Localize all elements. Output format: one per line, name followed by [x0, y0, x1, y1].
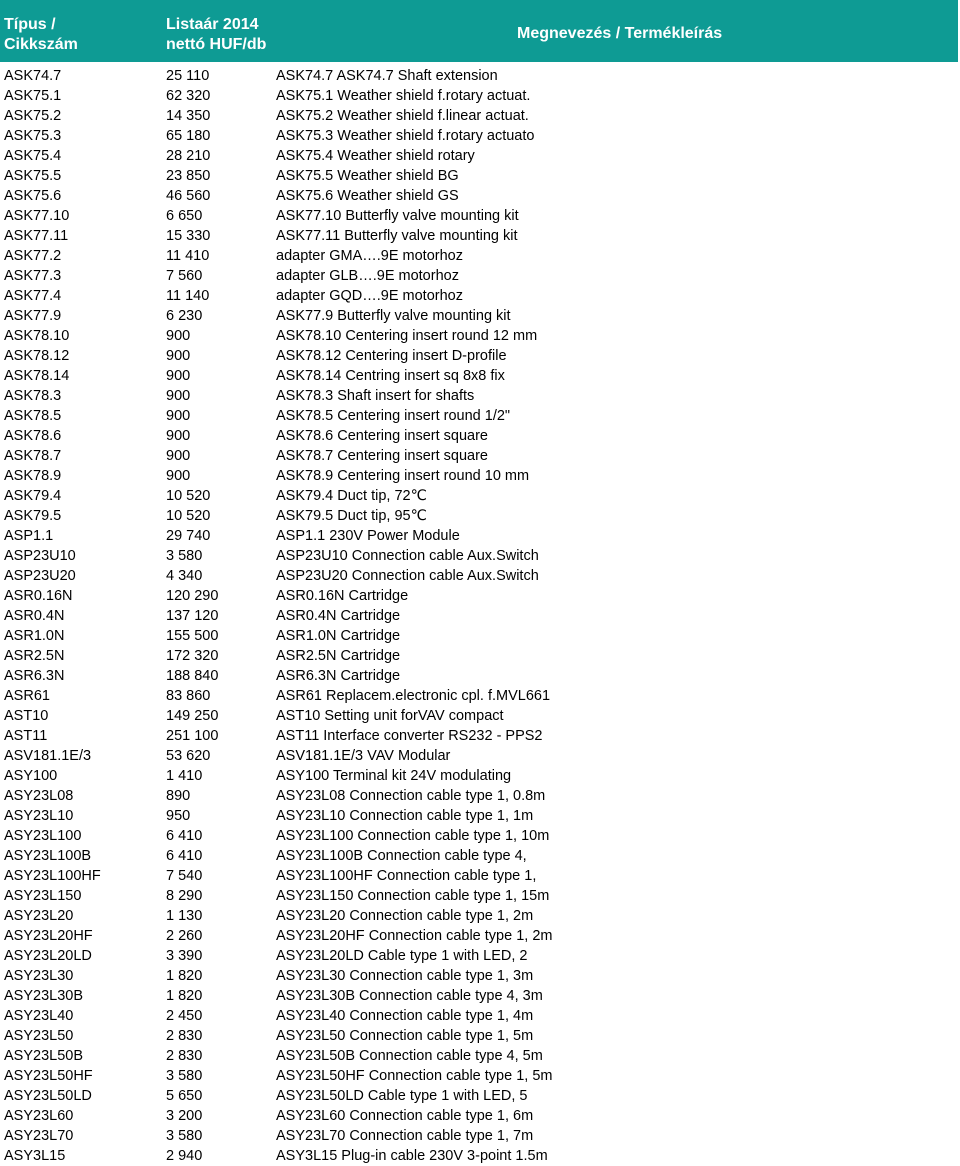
description-cell: ASY23L30 Connection cable type 1, 3m: [276, 968, 534, 984]
description-cell: adapter GQD….9E motorhoz: [276, 288, 463, 304]
price-cell: 65 180: [166, 128, 211, 144]
table-row: [0, 946, 960, 966]
price-cell: 46 560: [166, 188, 211, 204]
product-code-cell: ASY23L50: [4, 1028, 74, 1044]
price-cell: 7 560: [166, 268, 203, 284]
price-cell: 3 580: [166, 1128, 203, 1144]
description-cell: AST11 Interface converter RS232 - PPS2: [276, 728, 543, 744]
description-cell: ASR61 Replacem.electronic cpl. f.MVL661: [276, 688, 551, 704]
product-code-cell: ASY23L100B: [4, 848, 92, 864]
table-row: [0, 86, 960, 106]
product-code-cell: ASV181.1E/3: [4, 748, 92, 764]
table-row: [0, 406, 960, 426]
header-price-line2: nettó HUF/db: [166, 36, 267, 53]
table-row: [0, 1006, 960, 1026]
table-row: [0, 486, 960, 506]
price-cell: 900: [166, 408, 191, 424]
product-code-cell: ASY3L15: [4, 1148, 66, 1164]
description-cell: adapter GMA….9E motorhoz: [276, 248, 463, 264]
description-cell: ASP1.1 230V Power Module: [276, 528, 460, 544]
price-cell: 900: [166, 388, 191, 404]
table-row: [0, 646, 960, 666]
product-code-cell: ASY23L150: [4, 888, 82, 904]
product-code-cell: ASK75.3: [4, 128, 62, 144]
price-cell: 950: [166, 808, 191, 824]
description-cell: ASK78.14 Centring insert sq 8x8 fix: [276, 368, 505, 384]
table-row: [0, 606, 960, 626]
product-code-cell: ASK75.5: [4, 168, 62, 184]
product-code-cell: ASK77.3: [4, 268, 62, 284]
description-cell: ASV181.1E/3 VAV Modular: [276, 748, 451, 764]
table-row: [0, 66, 960, 86]
table-row: [0, 706, 960, 726]
table-row: [0, 466, 960, 486]
product-code-cell: ASK79.5: [4, 508, 62, 524]
product-code-cell: ASP23U10: [4, 548, 76, 564]
price-cell: 29 740: [166, 528, 211, 544]
description-cell: ASK77.9 Butterfly valve mounting kit: [276, 308, 511, 324]
description-cell: ASK77.11 Butterfly valve mounting kit: [276, 228, 518, 244]
price-cell: 10 520: [166, 488, 211, 504]
product-code-cell: ASK78.6: [4, 428, 62, 444]
price-cell: 1 130: [166, 908, 203, 924]
product-code-cell: ASY23L100HF: [4, 868, 101, 884]
product-code-cell: ASY23L50LD: [4, 1088, 92, 1104]
description-cell: ASK78.9 Centering insert round 10 mm: [276, 468, 530, 484]
product-code-cell: ASK75.1: [4, 88, 62, 104]
price-cell: 6 650: [166, 208, 203, 224]
price-cell: 3 580: [166, 548, 203, 564]
description-cell: ASY23L30B Connection cable type 4, 3m: [276, 988, 543, 1004]
price-cell: 11 140: [166, 288, 210, 304]
price-cell: 155 500: [166, 628, 219, 644]
product-code-cell: ASK78.3: [4, 388, 62, 404]
table-row: [0, 1086, 960, 1106]
price-cell: 149 250: [166, 708, 219, 724]
table-row: [0, 746, 960, 766]
table-row: [0, 1126, 960, 1146]
description-cell: ASY23L50LD Cable type 1 with LED, 5: [276, 1088, 528, 1104]
price-cell: 1 820: [166, 968, 203, 984]
table-row: [0, 346, 960, 366]
product-code-cell: ASR1.0N: [4, 628, 65, 644]
product-code-cell: ASY23L20LD: [4, 948, 92, 964]
table-row: [0, 226, 960, 246]
table-row: [0, 906, 960, 926]
description-cell: ASK79.5 Duct tip, 95℃: [276, 508, 427, 524]
product-code-cell: ASP1.1: [4, 528, 54, 544]
product-code-cell: ASK74.7: [4, 68, 62, 84]
table-row: [0, 426, 960, 446]
product-code-cell: ASK77.2: [4, 248, 62, 264]
description-cell: ASY23L20HF Connection cable type 1, 2m: [276, 928, 553, 944]
header-code-column: [4, 15, 78, 55]
description-cell: ASK77.10 Butterfly valve mounting kit: [276, 208, 519, 224]
table-row: [0, 666, 960, 686]
description-cell: adapter GLB….9E motorhoz: [276, 268, 459, 284]
price-cell: 1 820: [166, 988, 203, 1004]
description-cell: ASK78.5 Centering insert round 1/2": [276, 408, 511, 424]
price-cell: 14 350: [166, 108, 211, 124]
product-code-cell: ASR61: [4, 688, 50, 704]
table-row: [0, 586, 960, 606]
description-cell: ASY23L70 Connection cable type 1, 7m: [276, 1128, 534, 1144]
price-cell: 2 260: [166, 928, 203, 944]
description-cell: ASY23L40 Connection cable type 1, 4m: [276, 1008, 534, 1024]
product-code-cell: ASR0.16N: [4, 588, 73, 604]
table-row: [0, 846, 960, 866]
description-cell: ASY23L50 Connection cable type 1, 5m: [276, 1028, 534, 1044]
price-cell: 8 290: [166, 888, 203, 904]
price-cell: 900: [166, 328, 191, 344]
product-code-cell: ASK75.6: [4, 188, 62, 204]
header-code-line2: Cikkszám: [4, 36, 78, 53]
price-cell: 23 850: [166, 168, 211, 184]
product-code-cell: ASY23L40: [4, 1008, 74, 1024]
price-list-table: [0, 66, 960, 1166]
table-row: [0, 866, 960, 886]
table-header: [0, 0, 958, 62]
description-cell: ASR1.0N Cartridge: [276, 628, 401, 644]
price-cell: 172 320: [166, 648, 219, 664]
product-code-cell: ASY23L10: [4, 808, 74, 824]
price-cell: 62 320: [166, 88, 211, 104]
table-row: [0, 446, 960, 466]
price-cell: 2 830: [166, 1048, 203, 1064]
description-cell: ASK75.1 Weather shield f.rotary actuat.: [276, 88, 531, 104]
product-code-cell: ASR0.4N: [4, 608, 65, 624]
product-code-cell: ASK78.9: [4, 468, 62, 484]
price-cell: 900: [166, 468, 191, 484]
product-code-cell: ASY23L50HF: [4, 1068, 93, 1084]
table-row: [0, 546, 960, 566]
price-cell: 83 860: [166, 688, 211, 704]
product-code-cell: ASY23L100: [4, 828, 82, 844]
product-code-cell: ASK77.10: [4, 208, 70, 224]
description-cell: ASK78.6 Centering insert square: [276, 428, 488, 444]
table-row: [0, 1106, 960, 1126]
price-cell: 137 120: [166, 608, 219, 624]
price-cell: 2 450: [166, 1008, 203, 1024]
product-code-cell: ASY23L60: [4, 1108, 74, 1124]
table-row: [0, 146, 960, 166]
table-row: [0, 206, 960, 226]
price-cell: 6 410: [166, 828, 203, 844]
table-row: [0, 326, 960, 346]
product-code-cell: ASK77.11: [4, 228, 69, 244]
table-row: [0, 806, 960, 826]
description-cell: ASY23L50B Connection cable type 4, 5m: [276, 1048, 543, 1064]
table-row: [0, 1066, 960, 1086]
header-price-column: [166, 15, 266, 55]
description-cell: ASK78.10 Centering insert round 12 mm: [276, 328, 538, 344]
description-cell: ASK75.2 Weather shield f.linear actuat.: [276, 108, 529, 124]
price-cell: 28 210: [166, 148, 211, 164]
price-cell: 1 410: [166, 768, 203, 784]
product-code-cell: ASK78.12: [4, 348, 70, 364]
price-cell: 3 390: [166, 948, 203, 964]
price-cell: 900: [166, 428, 191, 444]
price-cell: 10 520: [166, 508, 211, 524]
description-cell: ASR0.4N Cartridge: [276, 608, 401, 624]
price-cell: 7 540: [166, 868, 203, 884]
description-cell: ASK78.3 Shaft insert for shafts: [276, 388, 475, 404]
product-code-cell: ASY23L70: [4, 1128, 74, 1144]
product-code-cell: ASY23L30B: [4, 988, 84, 1004]
table-row: [0, 366, 960, 386]
price-cell: 4 340: [166, 568, 203, 584]
description-cell: ASP23U10 Connection cable Aux.Switch: [276, 548, 539, 564]
table-row: [0, 266, 960, 286]
description-cell: ASK79.4 Duct tip, 72℃: [276, 488, 427, 504]
description-cell: ASK75.5 Weather shield BG: [276, 168, 459, 184]
description-cell: ASK75.4 Weather shield rotary: [276, 148, 475, 164]
description-cell: ASY23L100HF Connection cable type 1,: [276, 868, 537, 884]
header-code-line1: Típus /: [4, 16, 56, 33]
description-cell: ASY23L08 Connection cable type 1, 0.8m: [276, 788, 546, 804]
table-row: [0, 246, 960, 266]
price-cell: 900: [166, 368, 191, 384]
table-row: [0, 526, 960, 546]
description-cell: ASY3L15 Plug-in cable 230V 3-point 1.5m: [276, 1148, 548, 1164]
price-cell: 890: [166, 788, 191, 804]
description-cell: ASY23L150 Connection cable type 1, 15m: [276, 888, 550, 904]
table-row: [0, 126, 960, 146]
price-cell: 120 290: [166, 588, 219, 604]
description-cell: ASK78.7 Centering insert square: [276, 448, 488, 464]
product-code-cell: ASR2.5N: [4, 648, 65, 664]
product-code-cell: ASY23L30: [4, 968, 74, 984]
description-cell: ASK75.3 Weather shield f.rotary actuato: [276, 128, 535, 144]
description-cell: ASR6.3N Cartridge: [276, 668, 401, 684]
table-row: [0, 926, 960, 946]
product-code-cell: ASY100: [4, 768, 58, 784]
table-row: [0, 686, 960, 706]
product-code-cell: AST10: [4, 708, 49, 724]
table-row: [0, 626, 960, 646]
table-row: [0, 826, 960, 846]
table-row: [0, 306, 960, 326]
product-code-cell: ASR6.3N: [4, 668, 65, 684]
price-cell: 6 230: [166, 308, 203, 324]
table-row: [0, 286, 960, 306]
product-code-cell: ASY23L50B: [4, 1048, 84, 1064]
description-cell: ASR0.16N Cartridge: [276, 588, 409, 604]
price-cell: 900: [166, 448, 191, 464]
table-row: [0, 106, 960, 126]
description-cell: ASK78.12 Centering insert D-profile: [276, 348, 507, 364]
price-cell: 2 940: [166, 1148, 203, 1164]
header-description-column: Megnevezés / Termékleírás: [517, 25, 723, 42]
table-row: [0, 186, 960, 206]
description-cell: ASP23U20 Connection cable Aux.Switch: [276, 568, 539, 584]
table-row: [0, 986, 960, 1006]
table-row: [0, 886, 960, 906]
price-cell: 2 830: [166, 1028, 203, 1044]
description-cell: ASY23L100 Connection cable type 1, 10m: [276, 828, 550, 844]
table-row: [0, 166, 960, 186]
description-cell: ASY23L100B Connection cable type 4,: [276, 848, 527, 864]
product-code-cell: ASK79.4: [4, 488, 62, 504]
table-row: [0, 726, 960, 746]
price-cell: 251 100: [166, 728, 219, 744]
description-cell: ASR2.5N Cartridge: [276, 648, 401, 664]
description-cell: ASY23L20 Connection cable type 1, 2m: [276, 908, 534, 924]
table-row: [0, 1146, 960, 1166]
table-row: [0, 506, 960, 526]
price-cell: 3 580: [166, 1068, 203, 1084]
product-code-cell: ASK78.5: [4, 408, 62, 424]
price-cell: 11 410: [166, 248, 210, 264]
product-code-cell: ASK75.4: [4, 148, 62, 164]
table-row: [0, 1046, 960, 1066]
product-code-cell: ASY23L08: [4, 788, 74, 804]
table-row: [0, 786, 960, 806]
table-row: [0, 1026, 960, 1046]
description-cell: ASY23L10 Connection cable type 1, 1m: [276, 808, 534, 824]
price-cell: 3 200: [166, 1108, 203, 1124]
table-row: [0, 386, 960, 406]
table-row: [0, 766, 960, 786]
price-cell: 15 330: [166, 228, 211, 244]
product-code-cell: ASK78.7: [4, 448, 62, 464]
description-cell: ASK74.7 ASK74.7 Shaft extension: [276, 68, 498, 84]
table-row: [0, 966, 960, 986]
product-code-cell: ASK78.14: [4, 368, 70, 384]
price-cell: 188 840: [166, 668, 219, 684]
product-code-cell: ASP23U20: [4, 568, 76, 584]
price-cell: 900: [166, 348, 191, 364]
description-cell: AST10 Setting unit forVAV compact: [276, 708, 504, 724]
product-code-cell: ASK77.9: [4, 308, 62, 324]
table-row: [0, 566, 960, 586]
product-code-cell: ASK75.2: [4, 108, 62, 124]
price-cell: 25 110: [166, 68, 210, 84]
description-cell: ASK75.6 Weather shield GS: [276, 188, 459, 204]
description-cell: ASY23L20LD Cable type 1 with LED, 2: [276, 948, 528, 964]
price-cell: 6 410: [166, 848, 203, 864]
description-cell: ASY23L50HF Connection cable type 1, 5m: [276, 1068, 553, 1084]
product-code-cell: ASK78.10: [4, 328, 70, 344]
product-code-cell: AST11: [4, 728, 48, 744]
product-code-cell: ASK77.4: [4, 288, 62, 304]
product-code-cell: ASY23L20HF: [4, 928, 93, 944]
header-price-line1: Listaár 2014: [166, 16, 259, 33]
price-cell: 53 620: [166, 748, 211, 764]
product-code-cell: ASY23L20: [4, 908, 74, 924]
price-cell: 5 650: [166, 1088, 203, 1104]
description-cell: ASY23L60 Connection cable type 1, 6m: [276, 1108, 534, 1124]
description-cell: ASY100 Terminal kit 24V modulating: [276, 768, 512, 784]
